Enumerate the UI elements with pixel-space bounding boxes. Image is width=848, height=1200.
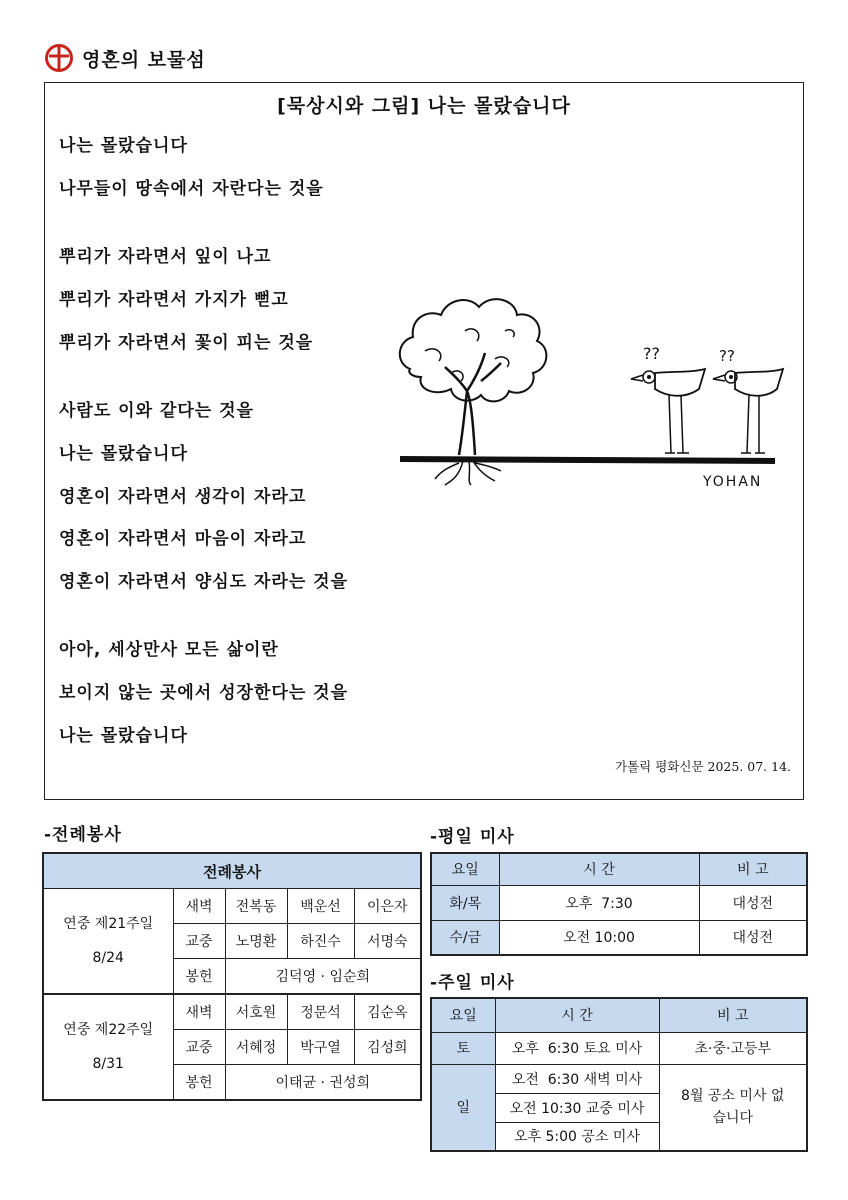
poem-line: 영혼이 자라면서 마음이 자라고 — [59, 529, 307, 549]
day-cell: 일 — [431, 1064, 495, 1151]
illustrator-signature: YOHAN — [703, 474, 763, 486]
person-cell: 하진수 — [287, 924, 354, 959]
time-cell: 오전 10:30 교중 미사 — [495, 1093, 659, 1122]
person-cell: 박구열 — [287, 1030, 354, 1065]
liturgy-section-label: -전례봉사 — [44, 825, 122, 845]
poem-line: 영혼이 자라면서 생각이 자라고 — [59, 487, 307, 507]
time-cell: 오후 6:30 토요 미사 — [495, 1032, 659, 1064]
role-cell: 교중 — [173, 1030, 225, 1065]
header-title: 영혼의 보물섬 — [82, 48, 206, 71]
header-time: 시 간 — [495, 998, 659, 1032]
day-cell: 수/금 — [431, 920, 499, 955]
week-date: 8/31 — [92, 1056, 124, 1072]
sunday-mass-table — [430, 997, 808, 1152]
page-header — [44, 42, 206, 74]
time-cell: 오후 5:00 공소 미사 — [495, 1122, 659, 1151]
person-cell: 서호원 — [225, 994, 287, 1030]
person-cell: 이은자 — [354, 889, 421, 924]
person-cell: 김성희 — [354, 1030, 421, 1065]
role-cell: 봉헌 — [173, 959, 225, 995]
poem-title: [묵상시와 그림] 나는 몰랐습니다 — [277, 95, 571, 117]
poem-line: 나는 몰랐습니다 — [59, 444, 188, 464]
role-cell: 새벽 — [173, 889, 225, 924]
poem-box — [44, 82, 804, 800]
weekday-mass-section-label: -평일 미사 — [430, 827, 515, 847]
poem-line: 나무들이 땅속에서 자란다는 것을 — [59, 179, 324, 199]
liturgy-table — [42, 852, 422, 1101]
person-cell: 백운선 — [287, 889, 354, 924]
week-name: 연중 제22주일 — [63, 1022, 154, 1038]
header-time: 시 간 — [499, 853, 699, 885]
header-note: 비 고 — [699, 853, 807, 885]
offering-cell: 이태균 · 권성희 — [225, 1065, 421, 1101]
poem-line: 보이지 않는 곳에서 성장한다는 것을 — [59, 683, 349, 703]
person-cell: 노명환 — [225, 924, 287, 959]
poem-line: 영혼이 자라면서 양심도 자라는 것을 — [59, 572, 349, 592]
poem-line: 아아, 세상만사 모든 삶이란 — [59, 640, 279, 660]
note-cell: 대성전 — [699, 885, 807, 920]
week-name: 연중 제21주일 — [63, 916, 154, 932]
header-day: 요일 — [431, 998, 495, 1032]
person-cell: 서명숙 — [354, 924, 421, 959]
note-cell: 8월 공소 미사 없습니다 — [659, 1064, 807, 1151]
person-cell: 정문석 — [287, 994, 354, 1030]
question-marks-right: ?? — [719, 347, 735, 365]
person-cell: 김순옥 — [354, 994, 421, 1030]
poem-source: 가톨릭 평화신문 2025. 07. 14. — [615, 759, 791, 774]
week-date: 8/24 — [92, 950, 124, 966]
weekday-mass-table — [430, 852, 808, 956]
week-cell — [43, 889, 173, 995]
question-marks-left: ?? — [643, 344, 660, 363]
poem-line: 뿌리가 자라면서 잎이 나고 — [59, 247, 272, 267]
note-cell: 대성전 — [699, 920, 807, 955]
time-cell: 오전 6:30 새벽 미사 — [495, 1064, 659, 1093]
header-day: 요일 — [431, 853, 499, 885]
person-cell: 서혜정 — [225, 1030, 287, 1065]
time-cell: 오후 7:30 — [499, 885, 699, 920]
poem-line: 나는 몰랐습니다 — [59, 136, 188, 156]
sunday-mass-section-label: -주일 미사 — [430, 973, 515, 993]
time-cell: 오전 10:00 — [499, 920, 699, 955]
note-cell: 초·중·고등부 — [659, 1032, 807, 1064]
poem-line: 나는 몰랐습니다 — [59, 726, 188, 746]
week-cell — [43, 994, 173, 1100]
poem-line: 뿌리가 자라면서 가지가 뻗고 — [59, 290, 289, 310]
person-cell: 전복동 — [225, 889, 287, 924]
day-cell: 토 — [431, 1032, 495, 1064]
day-cell: 화/목 — [431, 885, 499, 920]
role-cell: 새벽 — [173, 994, 225, 1030]
liturgy-table-title: 전례봉사 — [43, 853, 421, 889]
cross-emblem-icon — [44, 43, 74, 73]
role-cell: 봉헌 — [173, 1065, 225, 1101]
header-note: 비 고 — [659, 998, 807, 1032]
poem-line: 사람도 이와 같다는 것을 — [59, 401, 254, 421]
offering-cell: 김덕영 · 임순희 — [225, 959, 421, 995]
poem-line: 뿌리가 자라면서 꽃이 피는 것을 — [59, 333, 314, 353]
role-cell: 교중 — [173, 924, 225, 959]
tree-and-birds-illustration — [355, 281, 785, 486]
